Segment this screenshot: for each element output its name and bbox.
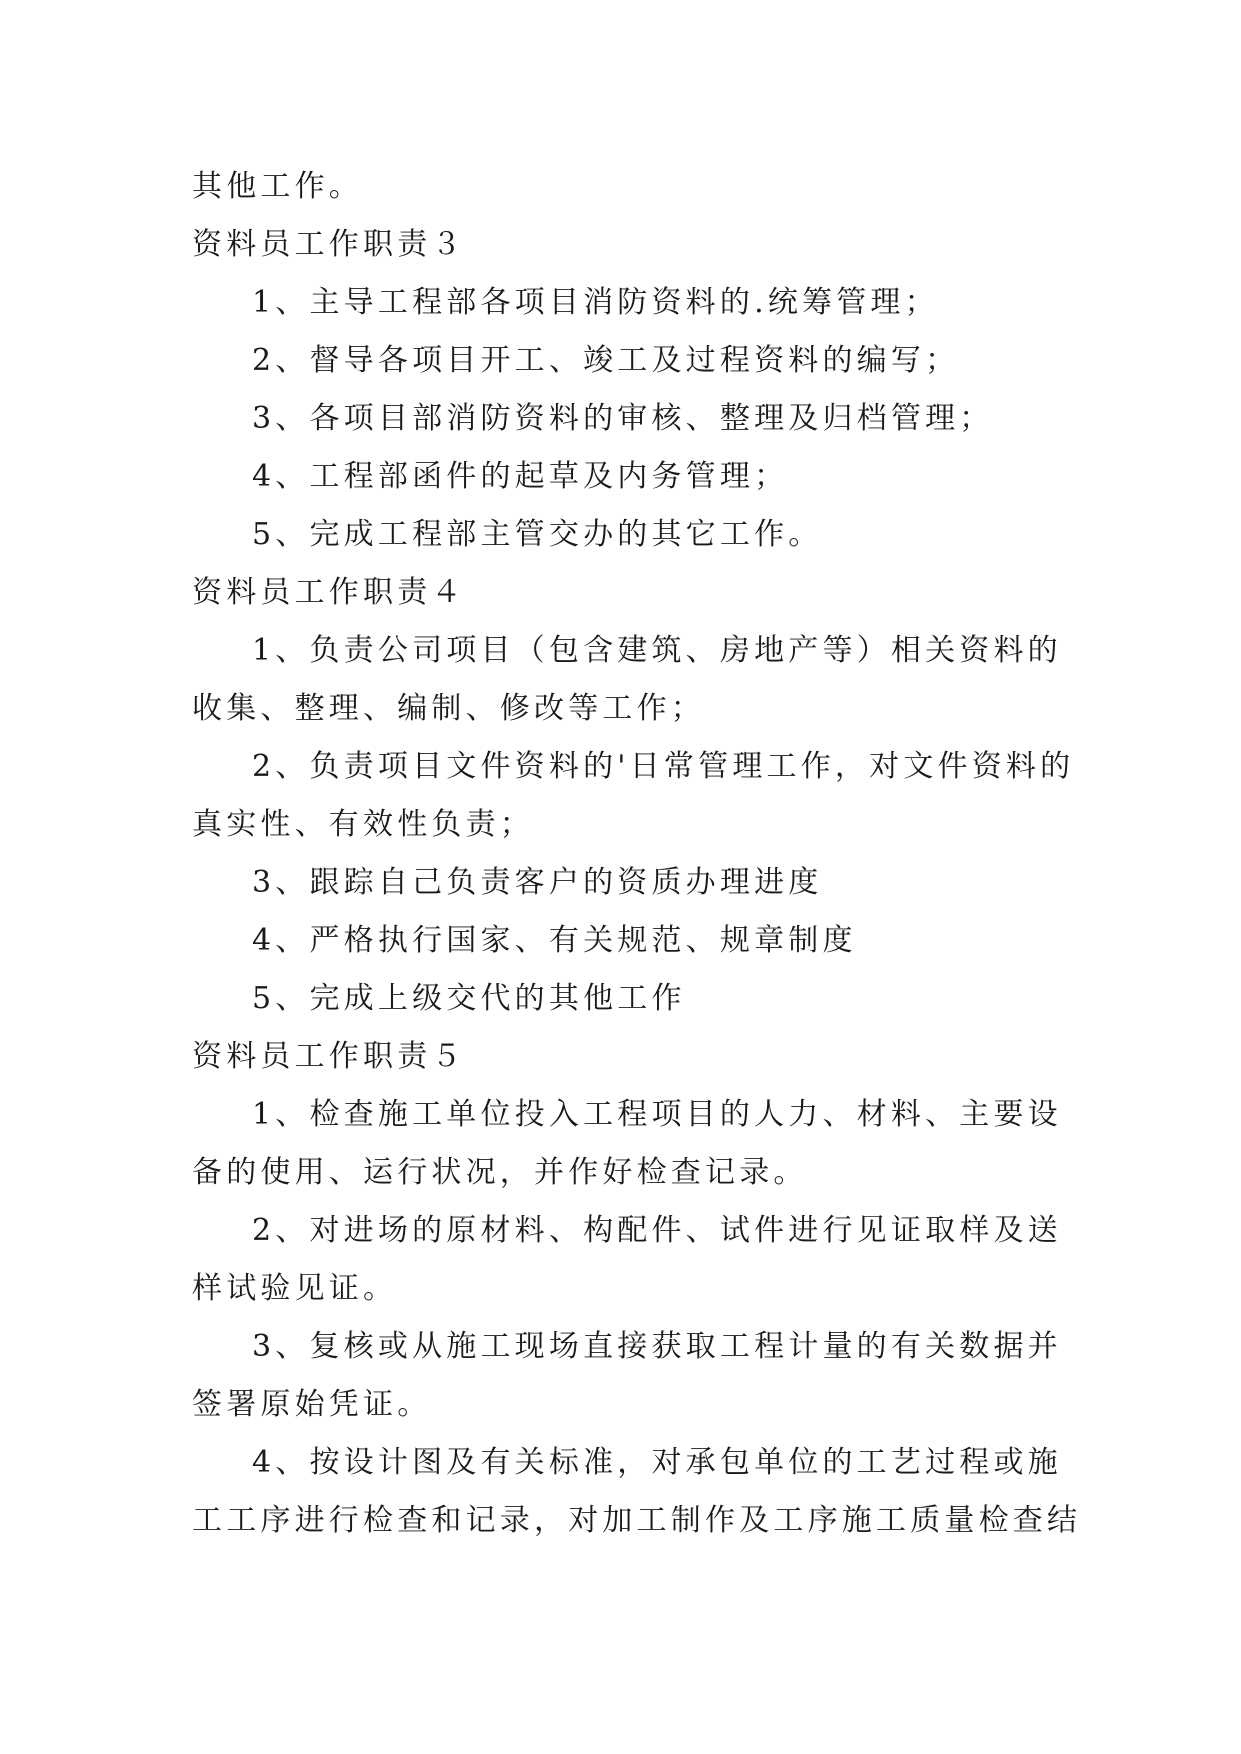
- list-item: 4、按设计图及有关标准，对承包单位的工艺过程或施: [252, 1445, 1062, 1480]
- list-item: 1、主导工程部各项目消防资料的.统筹管理；: [252, 285, 939, 320]
- list-item: 2、对进场的原材料、构配件、试件进行见证取样及送: [252, 1213, 1062, 1248]
- list-item: 1、检查施工单位投入工程项目的人力、材料、主要设: [252, 1097, 1062, 1132]
- list-item: 1、负责公司项目（包含建筑、房地产等）相关资料的: [252, 633, 1062, 668]
- list-item: 3、各项目部消防资料的审核、整理及归档管理；: [252, 401, 994, 436]
- section-heading: 资料员工作职责４: [192, 575, 466, 610]
- list-item: 2、负责项目文件资料的'日常管理工作，对文件资料的: [252, 749, 1075, 784]
- text-line: 收集、整理、编制、修改等工作；: [192, 691, 705, 726]
- list-item: 3、跟踪自己负责客户的资质办理进度: [252, 865, 823, 900]
- list-item: 5、完成上级交代的其他工作: [252, 981, 686, 1016]
- document-page: [192, 158, 1082, 1550]
- text-line: 备的使用、运行状况，并作好检查记录。: [192, 1155, 808, 1190]
- text-line: 工工序进行检查和记录，对加工制作及工序施工质量检查结: [192, 1503, 1082, 1538]
- text-line: 样试验见证。: [192, 1271, 398, 1306]
- text-line: 其他工作。: [192, 169, 363, 204]
- text-line: 签署原始凭证。: [192, 1387, 432, 1422]
- list-item: 5、完成工程部主管交办的其它工作。: [252, 517, 823, 552]
- list-item: 2、督导各项目开工、竣工及过程资料的编写；: [252, 343, 960, 378]
- list-item: 3、复核或从施工现场直接获取工程计量的有关数据并: [252, 1329, 1062, 1364]
- section-heading: 资料员工作职责５: [192, 1039, 466, 1074]
- list-item: 4、严格执行国家、有关规范、规章制度: [252, 923, 857, 958]
- list-item: 4、工程部函件的起草及内务管理；: [252, 459, 789, 494]
- section-heading: 资料员工作职责３: [192, 227, 466, 262]
- text-line: 真实性、有效性负责；: [192, 807, 534, 842]
